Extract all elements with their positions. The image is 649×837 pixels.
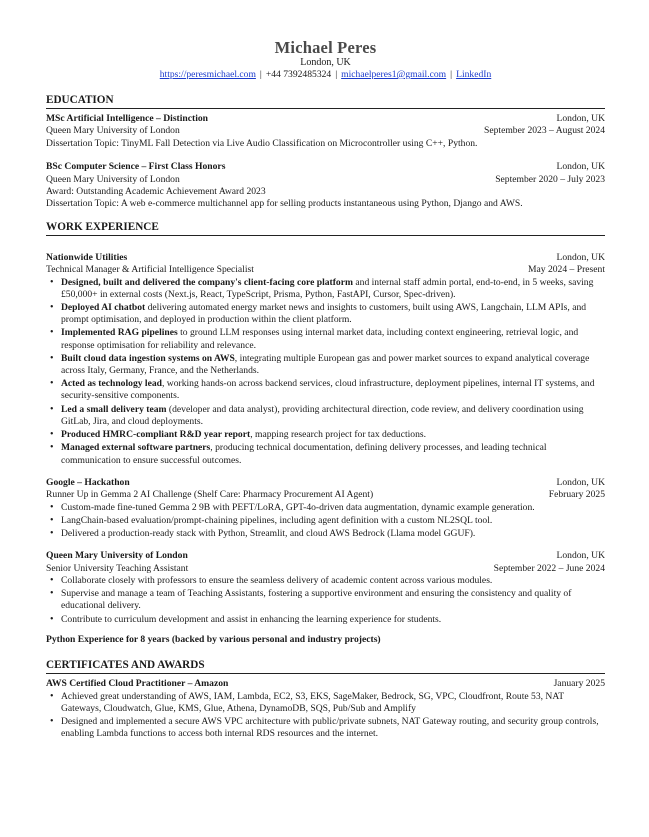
job-dates: September 2022 – June 2024: [493, 562, 605, 574]
bullet-item: [46, 515, 605, 527]
bullet-text: Delivered a production-ready stack with Python, Streamlit, and cloud AWS Bedrock (Llama model GGUF).: [61, 527, 476, 539]
bullet-text: LangChain-based evaluation/prompt-chaining pipelines, including agent definition with a custom NL2SQL tool.: [61, 514, 493, 526]
education-detail: Dissertation Topic: TinyML Fall Detection via Live Audio Classification on Microcontroller using C++, Python.: [46, 137, 478, 149]
job-location: London, UK: [556, 251, 605, 263]
candidate-location: London, UK: [300, 57, 351, 68]
education-entry-bsc: [46, 161, 605, 211]
python-experience-note: Python Experience for 8 years (backed by various personal and industry projects): [46, 633, 381, 645]
job-bullets: [46, 502, 605, 541]
cert-bullets: [46, 691, 605, 741]
degree-location: London, UK: [556, 113, 605, 124]
job-bullets: [46, 277, 605, 467]
work-heading: WORK EXPERIENCE: [46, 220, 605, 236]
job-role: Senior University Teaching Assistant: [46, 562, 189, 574]
bullet-emphasis: Led a small delivery team: [61, 403, 167, 415]
degree-dates: September 2023 – August 2024: [484, 125, 605, 137]
company-name: Nationwide Utilities: [46, 251, 128, 263]
company-name: Queen Mary University of London: [46, 550, 188, 562]
job-location: London, UK: [556, 550, 605, 562]
job-role: Runner Up in Gemma 2 AI Challenge (Shelf Care: Pharmacy Procurement AI Agent): [46, 489, 374, 501]
website-link[interactable]: https://peresmichael.com: [159, 69, 256, 80]
bullet-text: , producing technical documentation, defining delivery processes, and leading technical communication to ensure successful outcomes.: [61, 442, 547, 466]
bullet-item: [46, 404, 605, 428]
contact-separator: |: [335, 69, 338, 80]
bullet-text: Collaborate closely with professors to ensure the seamless delivery of academic content across various modules.: [61, 574, 493, 586]
bullet-text: to ground LLM responses using internal market data, including context engineering, retrieval logic, and response optimisation for reliability and relevance.: [61, 327, 579, 351]
job-entry: [46, 550, 605, 626]
bullet-text: Custom-made fine-tuned Gemma 2 9B with PEFT/LoRA, GPT-4o-driven data augmentation, dynamic example generation.: [61, 501, 535, 513]
job-entry: [46, 252, 605, 467]
bullet-item: [46, 691, 605, 715]
job-bullets: [46, 575, 605, 626]
phone-number: +44 7392485324: [265, 69, 332, 80]
education-detail: Dissertation Topic: A web e-commerce multichannel app for selling products instantaneous using Python, Django and AWS.: [46, 198, 523, 210]
bullet-text: Achieved great understanding of AWS, IAM, Lambda, EC2, S3, EKS, SageMaker, Bedrock, SG, VPC, Cloudfront, Route 53, NAT Gateways, Cloudwatch, Glue, KMS, Glue, Athena, DynamoDB, SQS, Pub/Sub and Amplify: [61, 690, 564, 714]
bullet-item: [46, 614, 605, 626]
degree-dates: September 2020 – July 2023: [495, 173, 605, 185]
education-detail: Award: Outstanding Academic Achievement Award 2023: [46, 186, 266, 198]
job-location: London, UK: [556, 476, 605, 488]
job-role: Technical Manager & Artificial Intelligence Specialist: [46, 264, 254, 276]
certs-section: [46, 658, 605, 740]
bullet-item: [46, 528, 605, 540]
contact-separator: |: [259, 69, 262, 80]
bullet-text: , integrating multiple European gas and power market sources to expand analytical coverage across Italy, Germany, France, and the Netherlands.: [61, 352, 590, 377]
job-entry: [46, 477, 605, 540]
bullet-item: [46, 716, 605, 740]
certs-heading: CERTIFICATES AND AWARDS: [46, 658, 605, 674]
bullet-text: , working hands-on across backend services, cloud infrastructure, deployment pipelines, internal IT systems, and security-sensitive components.: [61, 378, 595, 402]
job-dates: May 2024 – Present: [527, 264, 605, 276]
school-name: Queen Mary University of London: [46, 173, 180, 185]
bullet-text: delivering automated energy market news and insights to customers, built using AWS, Langchain, LLM APIs, and prompt optimisation, and deployed in production within the client platform.: [61, 302, 587, 326]
bullet-text: Supervise and manage a team of Teaching Assistants, fostering a supportive environment and ensuring the consistency and quality of educational delivery.: [61, 588, 572, 612]
bullet-item: [46, 588, 605, 612]
cert-name: AWS Certified Cloud Practitioner – Amazon: [46, 678, 229, 690]
degree-title: BSc Computer Science – First Class Honors: [46, 161, 226, 173]
bullet-emphasis: Deployed AI chatbot: [61, 302, 146, 314]
contact-line: [46, 69, 605, 81]
bullet-text: and internal staff admin portal, end-to-end, in 5 weeks, saving £50,000+ in external costs (Next.js, React, TypeScript, Prisma, Python, FastAPI, Cursor, Spec-driven).: [61, 276, 594, 300]
bullet-item: [46, 429, 605, 441]
bullet-item: [46, 302, 605, 326]
linkedin-link[interactable]: LinkedIn: [456, 69, 492, 80]
bullet-emphasis: Acted as technology lead: [61, 378, 162, 390]
bullet-text: Contribute to curriculum development and assist in enhancing the learning experience for students.: [61, 613, 442, 625]
cert-entry: [46, 678, 605, 740]
school-name: Queen Mary University of London: [46, 125, 180, 137]
bullet-emphasis: Produced HMRC-compliant R&D year report: [61, 429, 251, 441]
email-link[interactable]: michaelperes1@gmail.com: [341, 69, 447, 80]
degree-location: London, UK: [556, 161, 605, 173]
cert-dates: January 2025: [553, 678, 605, 690]
job-dates: February 2025: [548, 489, 605, 501]
contact-separator: |: [450, 69, 453, 80]
bullet-emphasis: Designed, built and delivered the company's client-facing core platform: [61, 276, 353, 288]
bullet-item: [46, 327, 605, 351]
bullet-item: [46, 353, 605, 377]
bullet-emphasis: Implemented RAG pipelines: [61, 327, 178, 339]
education-entry-msc: [46, 113, 605, 150]
company-name: Google – Hackathon: [46, 476, 130, 488]
degree-title: MSc Artificial Intelligence – Distinction: [46, 113, 209, 124]
education-heading: EDUCATION: [46, 93, 605, 109]
bullet-item: [46, 442, 605, 466]
bullet-text: , mapping research project for tax deductions.: [250, 429, 427, 441]
bullet-emphasis: Managed external software partners: [61, 442, 211, 454]
bullet-item: [46, 575, 605, 587]
bullet-emphasis: Built cloud data ingestion systems on AWS: [61, 352, 235, 364]
bullet-item: [46, 378, 605, 402]
work-section: [46, 220, 605, 646]
bullet-text: (developer and data analyst), providing architectural direction, code review, and delivery coordination using GitLab, Jira, and cloud deployments.: [61, 403, 584, 427]
candidate-name: Michael Peres: [274, 38, 377, 57]
bullet-item: [46, 277, 605, 301]
bullet-text: Designed and implemented a secure AWS VPC architecture with public/private subnets, NAT Gateway routing, and security group controls, enabling Lambda functions to access both internal RDS resources and the internet.: [61, 715, 599, 740]
education-section: [46, 93, 605, 211]
bullet-item: [46, 502, 605, 514]
